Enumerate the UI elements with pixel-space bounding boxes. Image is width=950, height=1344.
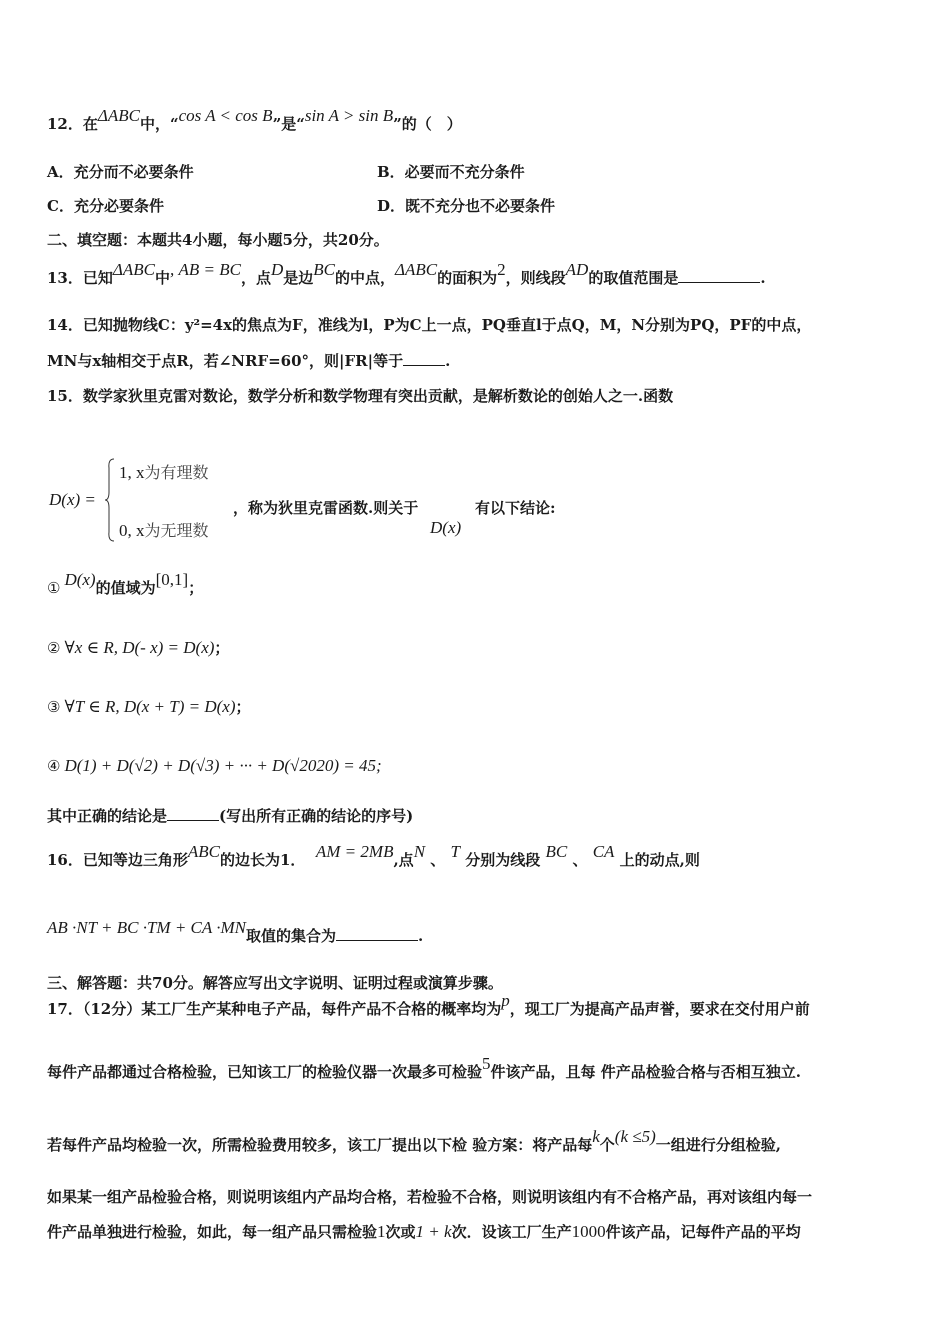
q12-cond1: cos A < cos B xyxy=(178,106,273,125)
section-2-heading: 二、填空题：本题共4小题，每小题5分，共20分。 xyxy=(47,231,389,249)
q12-stem: 12．在ΔABC中，“cos A < cos B”是“sin A > sin B”的（ ） xyxy=(47,106,462,133)
q15-statement-3: ③ ∀T ∈ R, D(x + T) = D(x)； xyxy=(47,697,251,716)
curly-brace-icon xyxy=(105,458,115,542)
q15-after2: 有以下结论: xyxy=(475,499,556,517)
q15-statement-4: ④ D(1) + D(√2) + D(√3) + ··· + D(√2020) = 45; xyxy=(47,756,382,775)
func-lhs: D(x) = xyxy=(49,490,96,509)
q17-line4: 如果某一组产品检验合格，则说明该组内产品均合格，若检验不合格，则说明该组内有不合格产品，再对该组内每一 xyxy=(47,1188,813,1206)
q16-answer-blank[interactable] xyxy=(336,926,418,941)
q15-after-func: ，称为狄里克雷函数.则关于 xyxy=(233,499,419,517)
section-3-heading: 三、解答题：共70分。解答应写出文字说明、证明过程或演算步骤。 xyxy=(47,974,503,992)
q15-conclusion: 其中正确的结论是 (写出所有正确的结论的序号) xyxy=(47,807,414,825)
q14-line2: MN与x轴相交于点R，若∠NRF=60°，则|FR|等于 . xyxy=(47,352,451,370)
q14-line1: 14．已知抛物线C：y²=4x的焦点为F，准线为l，P为C上一点，PQ垂直l于点Q，M，N分别为PQ，PF的中点， xyxy=(47,316,812,334)
q17-line1: 17．（12分）某工厂生产某种电子产品，每件产品不合格的概率均为p，现工厂为提高产品声誉，要求在交付用户前 xyxy=(47,991,810,1018)
q15-answer-blank[interactable] xyxy=(167,806,219,821)
q14-answer-blank[interactable] xyxy=(403,351,445,366)
q13-stem: 13．已知ΔABC中, AB = BC，点D是边BC的中点，ΔABC的面积为2，则线段AD的取值范围是 . xyxy=(47,260,766,287)
q15-statement-2: ② ∀x ∈ R, D(- x) = D(x)； xyxy=(47,638,230,657)
dirichlet-function-definition xyxy=(47,458,607,548)
q15-intro: 15．数学家狄里克雷对数论，数学分析和数学物理有突出贡献，是解析数论的创始人之一.函数 xyxy=(47,387,674,405)
q16-stem: 16．已知等边三角形ABC的边长为1． AM = 2MB,点N 、 T 分别为线段 BC 、 CA 上的动点,则 xyxy=(47,842,700,869)
case-rational: 1, x为有理数 xyxy=(119,463,209,482)
q12-option-d[interactable]: D．既不充分也不必要条件 xyxy=(377,197,556,215)
q12-cond2: sin A > sin B xyxy=(304,106,394,125)
q15-dx: D(x) xyxy=(430,518,462,537)
case-irrational: 0, x为无理数 xyxy=(119,521,209,540)
q12-option-b[interactable]: B．必要而不充分条件 xyxy=(377,163,525,181)
q12-option-c[interactable]: C．充分必要条件 xyxy=(47,197,164,215)
q16-expression: AB ·NT + BC ·TM + CA ·MN取值的集合为 . xyxy=(47,918,424,945)
q12-option-a[interactable]: A．充分而不必要条件 xyxy=(47,163,194,181)
q12-triangle: ΔABC xyxy=(97,106,140,125)
q15-statement-1: ① D(x)的值域为[0,1]； xyxy=(47,570,204,597)
q17-line2: 每件产品都通过合格检验，已知该工厂的检验仪器一次最多可检验5件该产品，且每 件产品检验合格与否相互独立. xyxy=(47,1054,801,1081)
q13-answer-blank[interactable] xyxy=(678,268,760,283)
q17-line3: 若每件产品均检验一次，所需检验费用较多，该工厂提出以下检 验方案：将产品每k个(k ≤5)一组进行分组检验, xyxy=(47,1127,781,1154)
q17-line5: 件产品单独进行检验，如此，每一组产品只需检验1次或1 + k次．设该工厂生产1000件该产品，记每件产品的平均 xyxy=(47,1222,801,1241)
